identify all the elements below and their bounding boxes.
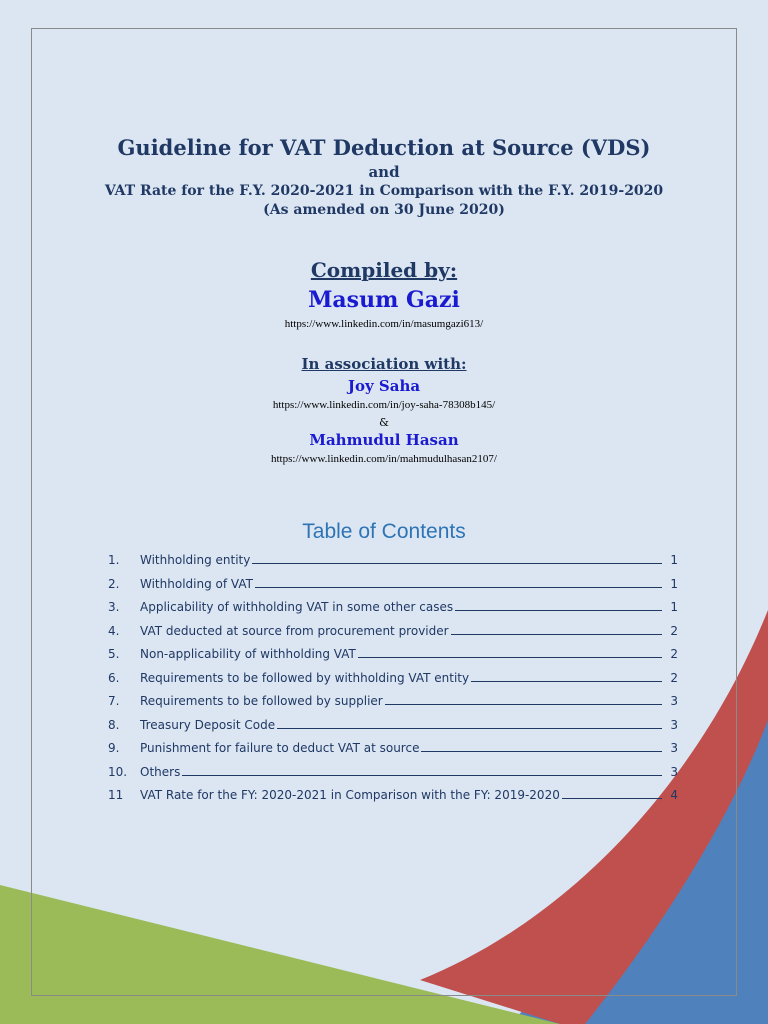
document-subline: VAT Rate for the F.Y. 2020-2021 in Comparison with the F.Y. 2019-2020	[104, 183, 664, 199]
document-title: Guideline for VAT Deduction at Source (VDS)	[117, 135, 651, 160]
toc-leader	[471, 672, 662, 682]
toc-item-page: 2	[670, 670, 678, 685]
toc-item-page: 3	[670, 694, 678, 708]
author-name: Masum Gazi	[308, 287, 460, 313]
toc-item-page: 4	[670, 788, 678, 802]
toc-item-page: 1	[670, 553, 678, 567]
compiled-by-label: Compiled by:	[310, 258, 458, 282]
toc-item-page: 1	[670, 576, 678, 591]
amended-date: (As amended on 30 June 2020)	[263, 202, 505, 218]
associate-link-2[interactable]: https://www.linkedin.com/in/mahmudulhasan2107/	[271, 453, 497, 465]
associate-name-1: Joy Saha	[347, 377, 421, 395]
toc-item[interactable]	[108, 624, 678, 648]
toc-item-number: 11	[108, 788, 124, 802]
toc-leader	[451, 625, 662, 635]
ampersand: &	[379, 416, 389, 429]
toc-item-page: 3	[670, 741, 678, 755]
toc-item-page: 3	[670, 717, 678, 732]
toc-item[interactable]	[108, 671, 678, 695]
toc-item-text: Others	[140, 764, 181, 779]
toc-item-page: 2	[670, 647, 678, 661]
author-link[interactable]: https://www.linkedin.com/in/masumgazi613/	[284, 318, 484, 330]
toc-item-number: 8.	[108, 717, 120, 732]
toc-item-text: Non-applicability of withholding VAT	[140, 647, 356, 661]
toc-item-number: 7.	[108, 694, 120, 708]
toc-item-number: 4.	[108, 623, 120, 638]
document-subtitle: and	[368, 163, 400, 181]
toc-item-number: 2.	[108, 576, 120, 591]
toc-item-number: 10.	[108, 764, 128, 779]
toc-leader	[421, 742, 662, 752]
associate-name-2: Mahmudul Hasan	[309, 431, 459, 449]
toc-item-number: 6.	[108, 670, 120, 685]
toc-title: Table of Contents	[302, 520, 466, 543]
toc-item-page: 1	[670, 600, 678, 614]
toc-leader	[182, 766, 662, 776]
toc-leader	[562, 789, 662, 799]
toc-item-page: 2	[670, 623, 678, 638]
toc-item-text: Punishment for failure to deduct VAT at source	[140, 741, 420, 755]
association-label: In association with:	[301, 355, 467, 373]
toc-item-text: Withholding of VAT	[140, 576, 253, 591]
toc-item[interactable]	[108, 788, 678, 812]
toc-item[interactable]	[108, 553, 678, 577]
toc-item[interactable]	[108, 694, 678, 718]
toc-item-number: 5.	[108, 647, 120, 661]
toc-leader	[252, 554, 662, 564]
toc-item-page: 3	[670, 764, 678, 779]
toc-leader	[277, 719, 662, 729]
toc-item-number: 1.	[108, 553, 120, 567]
toc-item[interactable]	[108, 765, 678, 789]
toc-item[interactable]	[108, 647, 678, 671]
toc-item-text: Withholding entity	[140, 553, 251, 567]
toc-item-number: 9.	[108, 741, 120, 755]
toc-leader	[385, 695, 662, 705]
toc-leader	[255, 578, 662, 588]
toc-item[interactable]	[108, 718, 678, 742]
toc-leader	[358, 648, 662, 658]
toc-item[interactable]	[108, 577, 678, 601]
toc-item-text: Requirements to be followed by supplier	[140, 694, 383, 708]
toc-item-text: Applicability of withholding VAT in some other cases	[140, 600, 454, 614]
associate-link-1[interactable]: https://www.linkedin.com/in/joy-saha-78308b145/	[272, 399, 496, 411]
toc-item[interactable]	[108, 741, 678, 765]
toc-item-number: 3.	[108, 600, 120, 614]
toc-item-text: VAT Rate for the FY: 2020-2021 in Comparison with the FY: 2019-2020	[140, 788, 560, 802]
table-of-contents	[108, 553, 678, 812]
toc-item-text: VAT deducted at source from procurement provider	[140, 623, 449, 638]
toc-item-text: Requirements to be followed by withholding VAT entity	[140, 670, 470, 685]
toc-item-text: Treasury Deposit Code	[140, 717, 276, 732]
toc-leader	[455, 601, 662, 611]
toc-item[interactable]	[108, 600, 678, 624]
